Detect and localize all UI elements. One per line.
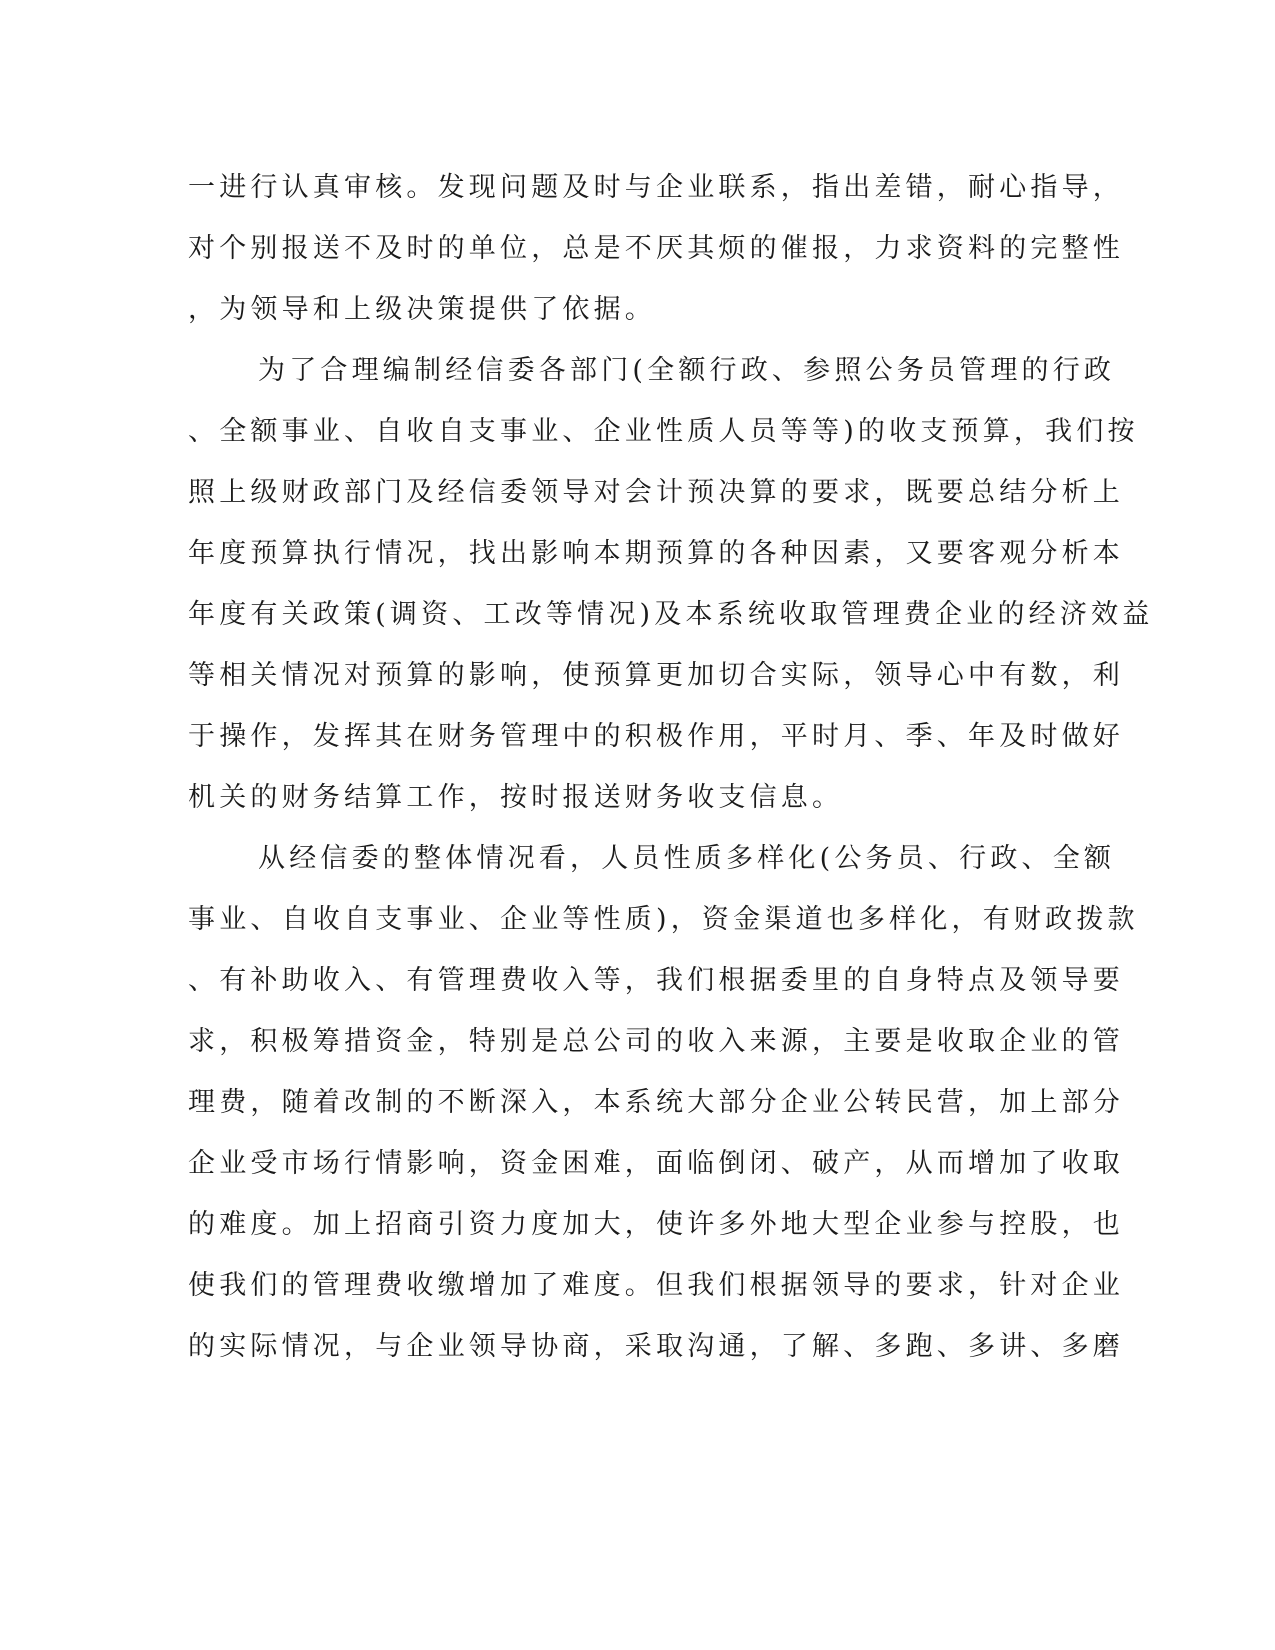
text-line: 、有补助收入、有管理费收入等，我们根据委里的自身特点及领导要: [188, 965, 1124, 996]
text-line: 、全额事业、自收自支事业、企业性质人员等等)的收支预算，我们按: [188, 416, 1139, 447]
text-line: 等相关情况对预算的影响，使预算更加切合实际，领导心中有数，利: [188, 660, 1124, 691]
text-line: 使我们的管理费收缴增加了难度。但我们根据领导的要求，针对企业: [188, 1270, 1124, 1301]
body-text: [188, 157, 1154, 1377]
text-line: 机关的财务结算工作，按时报送财务收支信息。: [188, 782, 844, 813]
text-line: ，为领导和上级决策提供了依据。: [188, 294, 656, 325]
text-line: 事业、自收自支事业、企业等性质)，资金渠道也多样化，有财政拨款: [188, 904, 1139, 935]
text-line: 企业受市场行情影响，资金困难，面临倒闭、破产，从而增加了收取: [188, 1148, 1124, 1179]
text-line: 一进行认真审核。发现问题及时与企业联系，指出差错，耐心指导，: [188, 172, 1124, 203]
text-line: 于操作，发挥其在财务管理中的积极作用，平时月、季、年及时做好: [188, 721, 1124, 752]
text-line: 的实际情况，与企业领导协商，采取沟通，了解、多跑、多讲、多磨: [188, 1331, 1124, 1362]
text-line: 照上级财政部门及经信委领导对会计预决算的要求，既要总结分析上: [188, 477, 1124, 508]
paragraph-start-line: 为了合理编制经信委各部门(全额行政、参照公务员管理的行政: [258, 355, 1116, 386]
text-line: 理费，随着改制的不断深入，本系统大部分企业公转民营，加上部分: [188, 1087, 1124, 1118]
text-line: 年度预算执行情况，找出影响本期预算的各种因素，又要客观分析本: [188, 538, 1124, 569]
paragraph-start-line: 从经信委的整体情况看，人员性质多样化(公务员、行政、全额: [258, 843, 1116, 874]
text-line: 对个别报送不及时的单位，总是不厌其烦的催报，力求资料的完整性: [188, 233, 1124, 264]
text-line: 年度有关政策(调资、工改等情况)及本系统收取管理费企业的经济效益: [188, 599, 1154, 630]
text-line: 的难度。加上招商引资力度加大，使许多外地大型企业参与控股，也: [188, 1209, 1124, 1240]
text-line: 求，积极筹措资金，特别是总公司的收入来源，主要是收取企业的管: [188, 1026, 1124, 1057]
